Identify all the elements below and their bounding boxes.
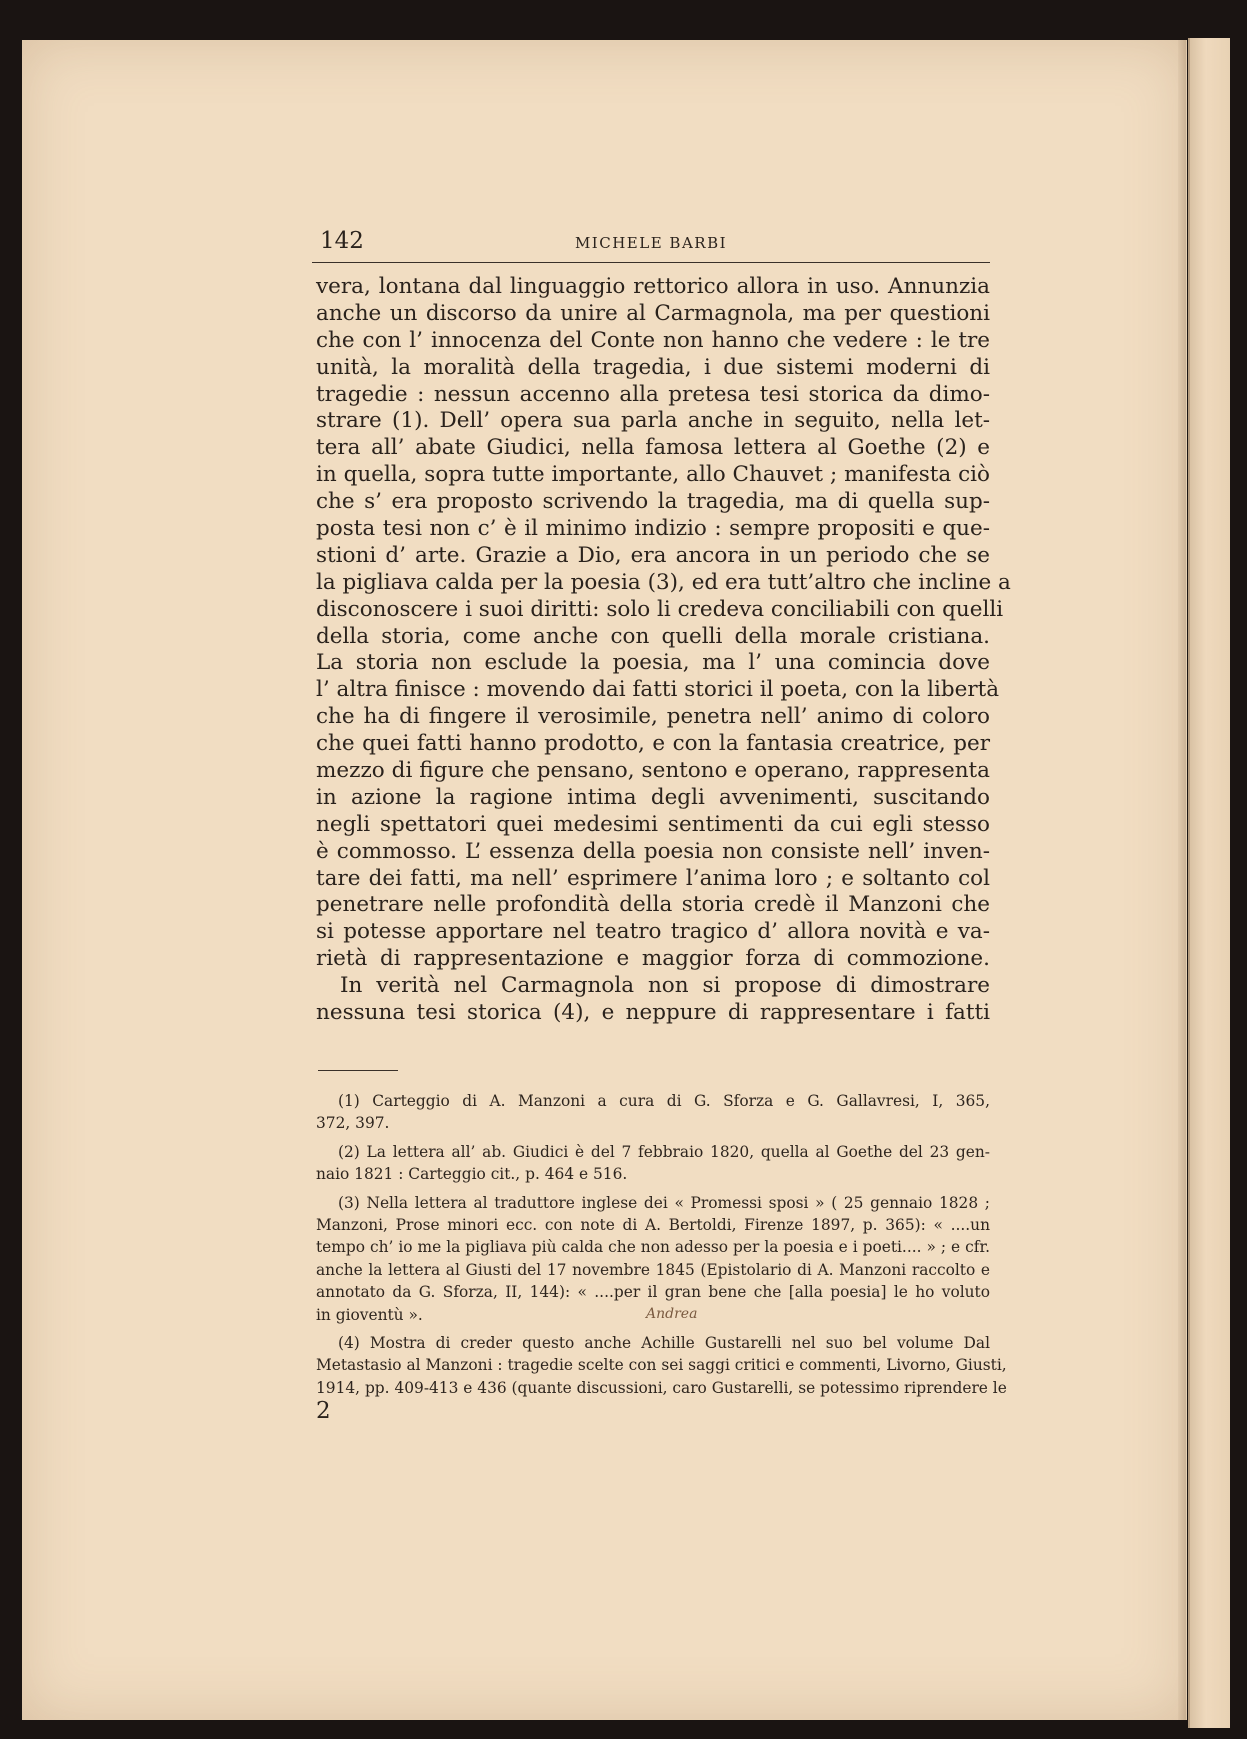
text-line: rietà di rappresentazione e maggior forza di commozione. <box>316 946 990 972</box>
handwritten-correction: Andrea <box>646 1306 698 1322</box>
next-page-edge <box>1188 38 1230 1728</box>
text-line: vera, lontana dal linguaggio rettorico allora in uso. Annunzia <box>316 274 990 299</box>
footnote-line: naio 1821 : Carteggio cit., p. 464 e 516. <box>316 1165 628 1184</box>
footnote-line: (2) La lettera all’ ab. Giudici è del 7 febbraio 1820, quella al Goethe del 23 gen- <box>338 1142 990 1161</box>
footnote-rule <box>318 1070 398 1071</box>
footnote-line: Metastasio al Manzoni : tragedie scelte con sei saggi critici e commenti, Livorno, Giusti, <box>316 1356 1007 1375</box>
running-header <box>312 228 990 263</box>
footnote-line: (4) Mostra di creder questo anche Achille Gustarelli nel suo bel volume Dal <box>338 1333 990 1352</box>
text-line: la pigliava calda per la poesia (3), ed era tutt’altro che incline a <box>316 569 1011 595</box>
text-line: l’ altra finisce : movendo dai fatti storici il poeta, con la libertà <box>316 677 1000 703</box>
text-line: tera all’ abate Giudici, nella famosa lettera al Goethe (2) e <box>316 435 990 461</box>
text-line: mezzo di figure che pensano, sentono e operano, rappresenta <box>316 758 990 784</box>
text-line: posta tesi non c’ è il minimo indizio : sempre propositi e que- <box>316 516 990 542</box>
text-line: in quella, sopra tutte importante, allo Chauvet ; manifesta ciò <box>316 462 990 488</box>
footnote-line: annotato da G. Sforza, II, 144): « ....per il gran bene che [alla poesia] le ho voluto <box>316 1283 990 1302</box>
page-number: 142 <box>320 228 364 254</box>
text-line: della storia, come anche con quelli della morale cristiana. <box>316 623 990 649</box>
text-line: In verità nel Carmagnola non si propose di dimostrare <box>340 973 990 999</box>
text-line: nessuna tesi storica (4), e neppure di rappresentare i fatti <box>316 1000 990 1026</box>
text-line: è commosso. L’ essenza della poesia non consiste nell’ inven- <box>316 838 990 864</box>
text-line: disconoscere i suoi diritti: solo li credeva conciliabili con quelli <box>316 596 1004 622</box>
main-text <box>316 274 1011 1027</box>
footnote-line: Manzoni, Prose minori ecc. con note di A. Bertoldi, Firenze 1897, p. 365): « ....un <box>316 1215 990 1234</box>
footnotes <box>316 1090 1007 1405</box>
page-crease <box>1178 40 1186 1720</box>
text-line: penetrare nelle profondità della storia credè il Manzoni che <box>316 892 990 918</box>
text-line: strare (1). Dell’ opera sua parla anche in seguito, nella let- <box>316 408 990 434</box>
text-line: che s’ era proposto scrivendo la tragedia, ma di quella sup- <box>316 489 990 515</box>
text-line: che ha di fingere il verosimile, penetra nell’ animo di coloro <box>316 704 990 730</box>
text-line: tragedie : nessun accenno alla pretesa tesi storica da dimo- <box>316 381 990 407</box>
text-line: in azione la ragione intima degli avvenimenti, suscitando <box>316 784 990 810</box>
footnote-line: tempo ch’ io me la pigliava più calda che non adesso per la poesia e i poeti.... » ; e cfr. <box>316 1238 990 1257</box>
footnote-line: 372, 397. <box>316 1114 390 1133</box>
text-line: tare dei fatti, ma nell’ esprimere l’anima loro ; e soltanto col <box>316 865 990 891</box>
text-line: stioni d’ arte. Grazie a Dio, era ancora in un periodo che se <box>316 542 990 568</box>
running-title: MICHELE BARBI <box>574 234 728 252</box>
text-line: unità, la moralità della tragedia, i due sistemi moderni di <box>316 354 990 380</box>
text-line: che con l’ innocenza del Conte non hanno che vedere : le tre <box>316 327 990 353</box>
text-line: La storia non esclude la poesia, ma l’ una comincia dove <box>316 650 990 676</box>
footnote-line: 1914, pp. 409-413 e 436 (quante discussioni, caro Gustarelli, se potessimo riprendere le <box>316 1378 1007 1397</box>
text-line: negli spettatori quei medesimi sentimenti da cui egli stesso <box>316 811 990 837</box>
footnote-line: (3) Nella lettera al traduttore inglese dei « Promessi sposi » ( 25 gennaio 1828 ; <box>338 1193 990 1212</box>
text-line: si potesse apportare nel teatro tragico d’ allora novità e va- <box>316 919 990 945</box>
text-line: che quei fatti hanno prodotto, e con la fantasia creatrice, per <box>316 731 990 757</box>
footnote-line: (1) Carteggio di A. Manzoni a cura di G. Sforza e G. Gallavresi, I, 365, <box>338 1092 990 1110</box>
text-line: anche un discorso da unire al Carmagnola, ma per questioni <box>316 300 990 326</box>
footnote-line: in gioventù ». <box>316 1305 423 1324</box>
signature-mark: 2 <box>316 1398 331 1424</box>
footnote-line: anche la lettera al Giusti del 17 novembre 1845 (Epistolario di A. Manzoni raccolto e <box>316 1260 990 1279</box>
